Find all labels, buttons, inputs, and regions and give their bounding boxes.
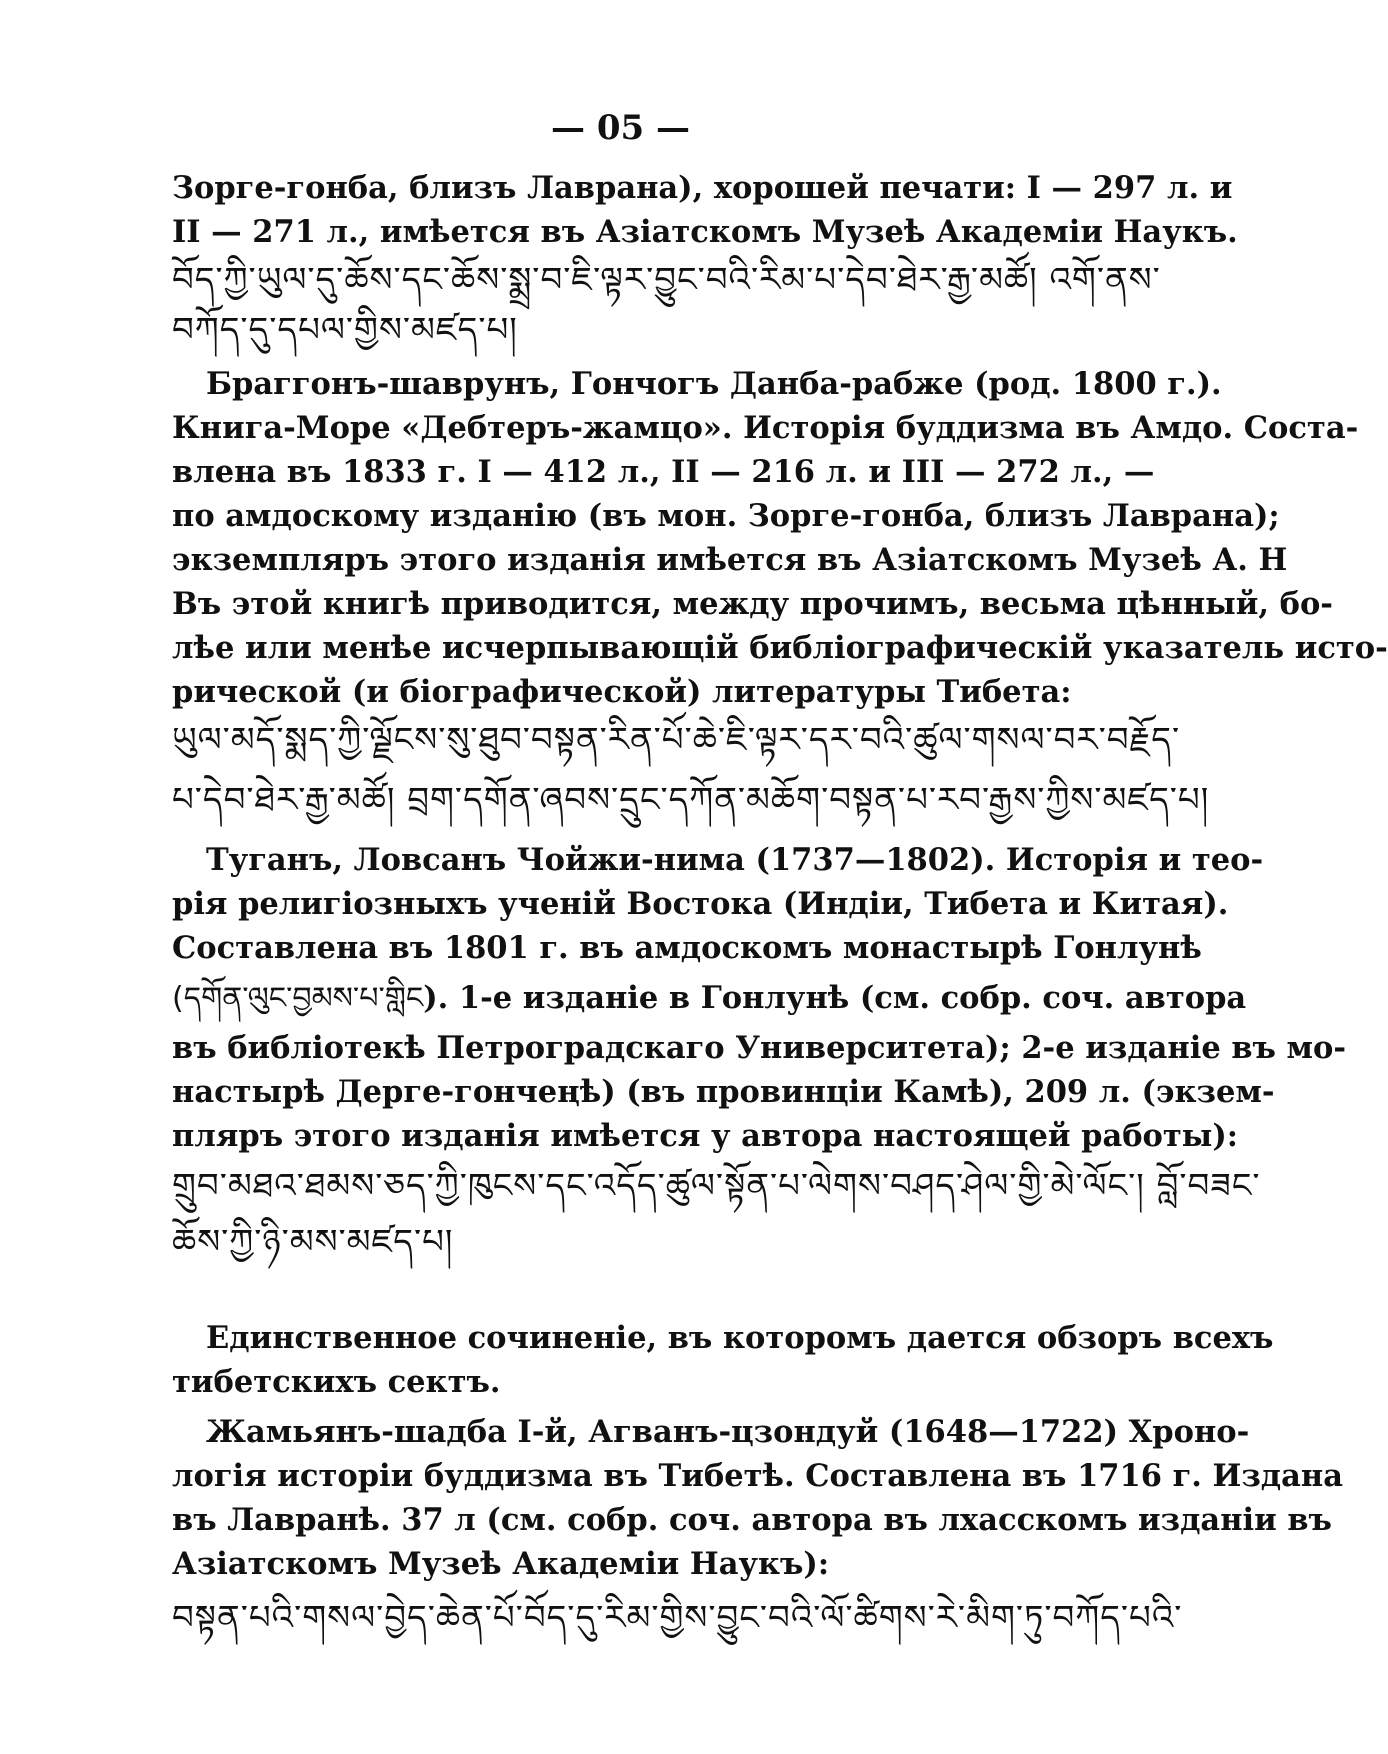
text-line: Книга-Море «Дебтеръ-жамцо». Исторія буддизма въ Амдо. Соста- [172, 410, 1359, 446]
tibetan-line: གྲུབ་མཐའ་ཐམས་ཅད་ཀྱི་ཁུངས་དང་འདོད་ཚུལ་སྟོན་པ་ལེགས་བཤད་ཤེལ་གྱི་མེ་ལོང་། བློ་བཟང་ [172, 1166, 1261, 1206]
text-line: логія исторіи буддизма въ Тибетѣ. Составлена въ 1716 г. Издана [172, 1458, 1343, 1494]
text-inline: ). 1-е изданіе в Гонлунѣ (см. собр. соч. автора [423, 980, 1247, 1016]
tibetan-line: ཆོས་ཀྱི་ཉི་མས་མཛད་པ། [172, 1222, 454, 1262]
mixed-line [172, 976, 1247, 1021]
text-line: лѣе или менѣе исчерпывающій библіографическій указатель исто- [172, 630, 1388, 666]
text-line: тибетскихъ сектъ. [172, 1364, 501, 1400]
text-line: пляръ этого изданія имѣется у автора настоящей работы): [172, 1118, 1239, 1154]
tibetan-inline: (དགོན་ལུང་བྱམས་པ་གླིང [172, 981, 424, 1016]
text-line: Туганъ, Ловсанъ Чойжи-нима (1737—1802). Исторія и тео- [206, 842, 1264, 878]
text-line: въ библіотекѣ Петроградскаго Университета); 2-е изданіе въ мо- [172, 1030, 1347, 1066]
tibetan-line: པ་དེབ་ཐེར་རྒྱ་མཚོ། བྲག་དགོན་ཞབས་དྲུང་དཀོན་མཆོག་བསྟན་པ་རབ་རྒྱས་ཀྱིས་མཛད་པ། [172, 780, 1210, 820]
tibetan-line: བཀོད་དུ་དཔལ་གྱིས་མཛད་པ། [172, 310, 518, 350]
text-line: въ Лавранѣ. 37 л (см. собр. соч. автора въ лхасскомъ изданіи въ [172, 1502, 1332, 1538]
tibetan-line: ཡུལ་མདོ་སྨད་ཀྱི་ལྗོངས་སུ་ཐུབ་བསྟན་རིན་པོ་ཆེ་ཇི་ལྟར་དར་བའི་ཚུལ་གསལ་བར་བརྗོད་ [172, 720, 1181, 760]
text-line: II — 271 л., имѣется въ Азіатскомъ Музеѣ Академіи Наукъ. [172, 214, 1238, 250]
tibetan-line: བོད་ཀྱི་ཡུལ་དུ་ཆོས་དང་ཆོས་སྨྲ་བ་ཇི་ལྟར་བྱུང་བའི་རིམ་པ་དེབ་ཐེར་རྒྱ་མཚོ། འགོ་ནས་ [172, 260, 1161, 300]
page-number: — 05 — [551, 108, 690, 148]
text-line: экземпляръ этого изданія имѣется въ Азіатскомъ Музеѣ А. Н [172, 542, 1288, 578]
tibetan-line: བསྟན་པའི་གསལ་བྱེད་ཆེན་པོ་བོད་དུ་རིམ་གྱིས་བྱུང་བའི་ལོ་ཚིགས་རེ་མིག་ཏུ་བཀོད་པའི་ [172, 1598, 1183, 1638]
text-line: рія религіозныхъ ученій Востока (Индіи, Тибета и Китая). [172, 886, 1229, 922]
text-line: Жамьянъ-шадба I-й, Агванъ-цзондуй (1648—1722) Хроно- [206, 1414, 1250, 1450]
text-line: Единственное сочиненіе, въ которомъ дается обзоръ всехъ [206, 1320, 1274, 1356]
text-line: настырѣ Дерге-гончеңѣ) (въ провинціи Камѣ), 209 л. (экзем- [172, 1074, 1275, 1110]
text-line: по амдоскому изданію (въ мон. Зорге-гонба, близъ Лаврана); [172, 498, 1280, 534]
text-line: рической (и біографической) литературы Тибета: [172, 674, 1072, 710]
text-line: Составлена въ 1801 г. въ амдоскомъ монастырѣ Гонлунѣ [172, 930, 1202, 966]
text-line: Зорге-гонба, близъ Лаврана), хорошей печати: I — 297 л. и [172, 170, 1233, 206]
text-line: Азіатскомъ Музеѣ Академіи Наукъ): [172, 1546, 830, 1582]
text-line: влена въ 1833 г. I — 412 л., II — 216 л. и III — 272 л., — [172, 454, 1155, 490]
text-line: Въ этой книгѣ приводится, между прочимъ, весьма цѣнный, бо- [172, 586, 1333, 622]
text-line: Браггонъ-шаврунъ, Гончогъ Данба-рабже (род. 1800 г.). [206, 366, 1222, 402]
